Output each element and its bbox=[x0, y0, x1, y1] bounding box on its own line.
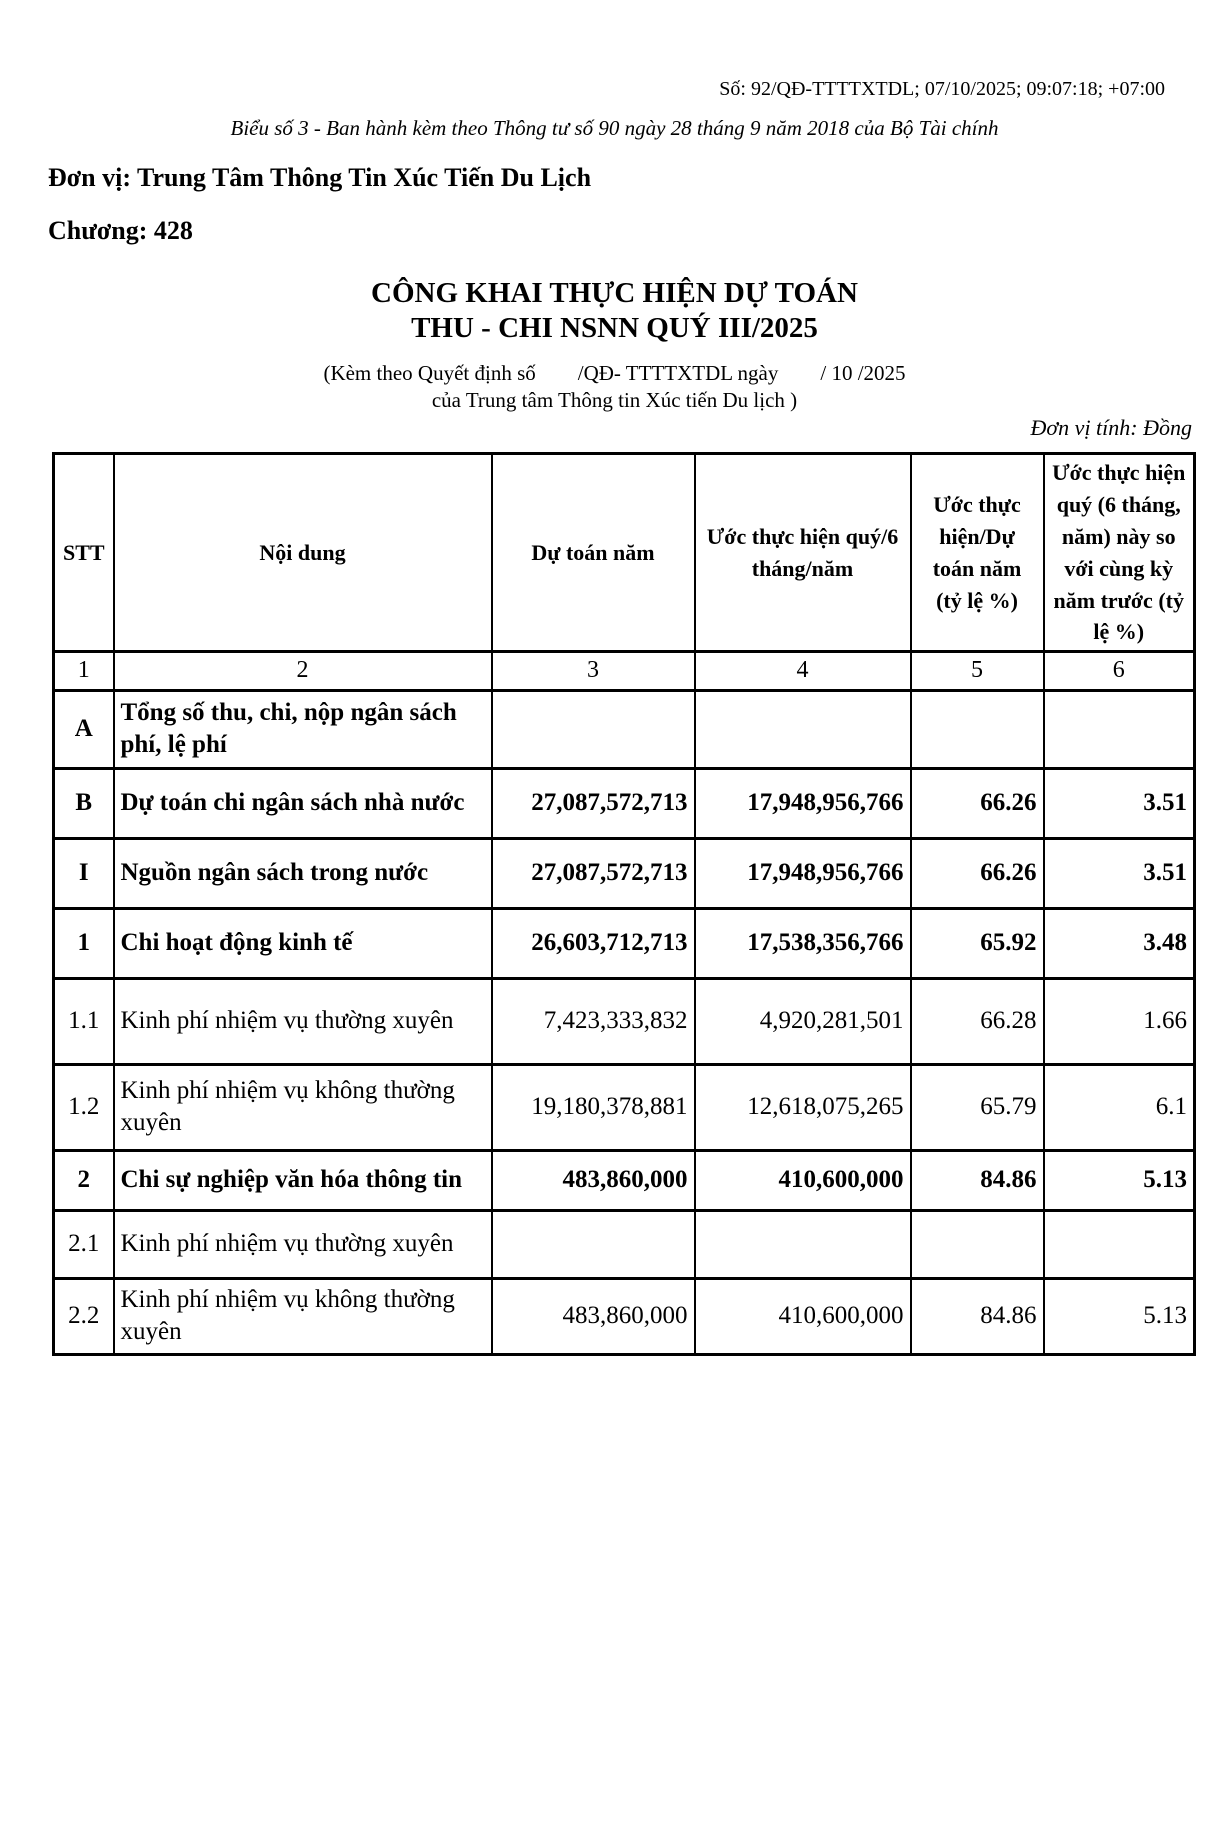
cell-noi-dung: Kinh phí nhiệm vụ thường xuyên bbox=[114, 1210, 492, 1278]
table-row-2 bbox=[54, 1150, 1195, 1210]
cell-ty-le-du-toan bbox=[911, 690, 1044, 768]
cell-uoc-thuc-hien bbox=[695, 690, 911, 768]
budget-disclosure-table bbox=[52, 452, 1196, 1356]
cell-noi-dung: Tổng số thu, chi, nộp ngân sách phí, lệ phí bbox=[114, 690, 492, 768]
unit-of-measure-label: Đơn vị tính: Đồng bbox=[1030, 415, 1192, 440]
cell-du-toan-nam: 483,860,000 bbox=[492, 1150, 695, 1210]
table-row-A bbox=[54, 690, 1195, 768]
cell-uoc-thuc-hien: 410,600,000 bbox=[695, 1278, 911, 1354]
column-number: 3 bbox=[492, 652, 695, 690]
column-number-row bbox=[54, 652, 1195, 690]
cell-uoc-thuc-hien: 17,538,356,766 bbox=[695, 908, 911, 978]
document-subtitle-line1: (Kèm theo Quyết định số /QĐ- TTTTXTDL ngày / 10 /2025 bbox=[323, 361, 906, 385]
document-number-stamp: Số: 92/QĐ-TTTTXTDL; 07/10/2025; 09:07:18; +07:00 bbox=[719, 78, 1165, 100]
cell-uoc-thuc-hien: 17,948,956,766 bbox=[695, 838, 911, 908]
cell-ty-le-du-toan: 84.86 bbox=[911, 1150, 1044, 1210]
table-row-I bbox=[54, 838, 1195, 908]
cell-ty-le-cung-ky: 3.48 bbox=[1044, 908, 1195, 978]
cell-ty-le-cung-ky: 3.51 bbox=[1044, 838, 1195, 908]
cell-noi-dung: Dự toán chi ngân sách nhà nước bbox=[114, 768, 492, 838]
cell-ty-le-cung-ky: 5.13 bbox=[1044, 1150, 1195, 1210]
cell-uoc-thuc-hien: 12,618,075,265 bbox=[695, 1064, 911, 1150]
cell-du-toan-nam: 483,860,000 bbox=[492, 1278, 695, 1354]
cell-ty-le-cung-ky: 3.51 bbox=[1044, 768, 1195, 838]
header-stt: STT bbox=[54, 454, 114, 652]
cell-uoc-thuc-hien bbox=[695, 1210, 911, 1278]
circular-reference-note: Biểu số 3 - Ban hành kèm theo Thông tư số 90 ngày 28 tháng 9 năm 2018 của Bộ Tài chính bbox=[230, 116, 999, 140]
column-number: 1 bbox=[54, 652, 114, 690]
cell-stt: 2.1 bbox=[54, 1210, 114, 1278]
cell-ty-le-du-toan bbox=[911, 1210, 1044, 1278]
unit-name-line: Đơn vị: Trung Tâm Thông Tin Xúc Tiến Du Lịch bbox=[48, 163, 592, 192]
cell-stt: 2.2 bbox=[54, 1278, 114, 1354]
column-number: 4 bbox=[695, 652, 911, 690]
cell-du-toan-nam bbox=[492, 1210, 695, 1278]
cell-ty-le-du-toan: 66.28 bbox=[911, 978, 1044, 1064]
header-du-toan-nam: Dự toán năm bbox=[492, 454, 695, 652]
cell-noi-dung: Chi sự nghiệp văn hóa thông tin bbox=[114, 1150, 492, 1210]
document-title-line1: CÔNG KHAI THỰC HIỆN DỰ TOÁN bbox=[371, 277, 858, 309]
chapter-line: Chương: 428 bbox=[48, 216, 193, 245]
document-subtitle bbox=[0, 360, 1229, 415]
cell-ty-le-du-toan: 84.86 bbox=[911, 1278, 1044, 1354]
cell-stt: 2 bbox=[54, 1150, 114, 1210]
cell-ty-le-cung-ky: 5.13 bbox=[1044, 1278, 1195, 1354]
cell-noi-dung: Kinh phí nhiệm vụ không thường xuyên bbox=[114, 1064, 492, 1150]
table-row-B bbox=[54, 768, 1195, 838]
cell-uoc-thuc-hien: 17,948,956,766 bbox=[695, 768, 911, 838]
header-ty-le-cung-ky: Ước thực hiện quý (6 tháng, năm) này so với cùng kỳ năm trước (tỷ lệ %) bbox=[1044, 454, 1195, 652]
cell-du-toan-nam: 27,087,572,713 bbox=[492, 838, 695, 908]
cell-ty-le-cung-ky: 6.1 bbox=[1044, 1064, 1195, 1150]
table-row-1-2 bbox=[54, 1064, 1195, 1150]
cell-du-toan-nam: 19,180,378,881 bbox=[492, 1064, 695, 1150]
cell-uoc-thuc-hien: 410,600,000 bbox=[695, 1150, 911, 1210]
cell-ty-le-cung-ky: 1.66 bbox=[1044, 978, 1195, 1064]
column-number: 2 bbox=[114, 652, 492, 690]
header-uoc-thuc-hien-quy: Ước thực hiện quý/6 tháng/năm bbox=[695, 454, 911, 652]
column-number: 5 bbox=[911, 652, 1044, 690]
cell-du-toan-nam bbox=[492, 690, 695, 768]
cell-noi-dung: Nguồn ngân sách trong nước bbox=[114, 838, 492, 908]
document-title bbox=[0, 276, 1229, 346]
cell-stt: B bbox=[54, 768, 114, 838]
document-title-line2: THU - CHI NSNN QUÝ III/2025 bbox=[411, 311, 818, 344]
cell-ty-le-du-toan: 65.79 bbox=[911, 1064, 1044, 1150]
cell-uoc-thuc-hien: 4,920,281,501 bbox=[695, 978, 911, 1064]
cell-stt: A bbox=[54, 690, 114, 768]
cell-du-toan-nam: 7,423,333,832 bbox=[492, 978, 695, 1064]
cell-noi-dung: Kinh phí nhiệm vụ không thường xuyên bbox=[114, 1278, 492, 1354]
table-header-row bbox=[54, 454, 1195, 652]
table-row-2-2 bbox=[54, 1278, 1195, 1354]
cell-stt: I bbox=[54, 838, 114, 908]
cell-stt: 1.1 bbox=[54, 978, 114, 1064]
cell-ty-le-cung-ky bbox=[1044, 1210, 1195, 1278]
table-row-1 bbox=[54, 908, 1195, 978]
cell-ty-le-du-toan: 66.26 bbox=[911, 768, 1044, 838]
cell-ty-le-du-toan: 66.26 bbox=[911, 838, 1044, 908]
document-subtitle-line2: của Trung tâm Thông tin Xúc tiến Du lịch ) bbox=[431, 388, 798, 413]
header-noi-dung: Nội dung bbox=[114, 454, 492, 652]
cell-stt: 1.2 bbox=[54, 1064, 114, 1150]
table-row-1-1 bbox=[54, 978, 1195, 1064]
header-ty-le-du-toan: Ước thực hiện/Dự toán năm (tỷ lệ %) bbox=[911, 454, 1044, 652]
cell-noi-dung: Kinh phí nhiệm vụ thường xuyên bbox=[114, 978, 492, 1064]
cell-ty-le-cung-ky bbox=[1044, 690, 1195, 768]
table-row-2-1 bbox=[54, 1210, 1195, 1278]
cell-ty-le-du-toan: 65.92 bbox=[911, 908, 1044, 978]
cell-stt: 1 bbox=[54, 908, 114, 978]
cell-noi-dung: Chi hoạt động kinh tế bbox=[114, 908, 492, 978]
cell-du-toan-nam: 27,087,572,713 bbox=[492, 768, 695, 838]
column-number: 6 bbox=[1044, 652, 1195, 690]
cell-du-toan-nam: 26,603,712,713 bbox=[492, 908, 695, 978]
